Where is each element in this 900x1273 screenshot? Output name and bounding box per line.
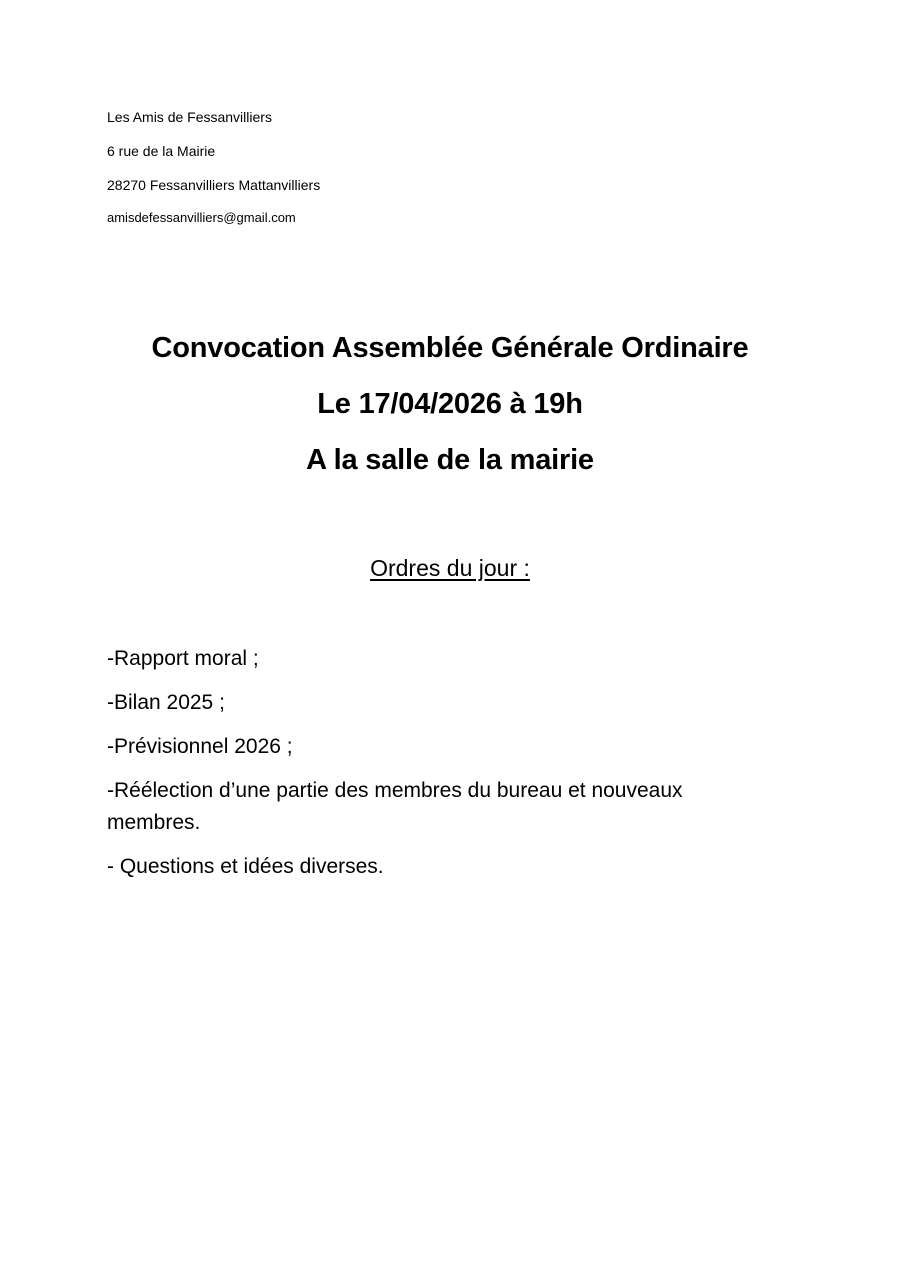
agenda-item: -Réélection d’une partie des membres du bureau et nouveaux membres. [107,779,683,834]
title-block [0,328,900,480]
agenda-item: -Bilan 2025 ; [107,691,225,714]
meeting-location: A la salle de la mairie [306,444,594,476]
agenda-heading [0,552,900,584]
document-title: Convocation Assemblée Générale Ordinaire [151,332,749,364]
sender-city: 28270 Fessanvilliers Mattanvilliers [107,177,321,193]
agenda-heading-text: Ordres du jour : [370,555,530,581]
sender-street: 6 rue de la Mairie [107,143,216,159]
agenda-item: - Questions et idées diverses. [107,855,384,878]
sender-email: amisdefessanvilliers@gmail.com [107,210,296,225]
agenda-item: -Prévisionnel 2026 ; [107,735,293,758]
agenda-item: -Rapport moral ; [107,647,259,670]
meeting-date: Le 17/04/2026 à 19h [317,388,583,420]
agenda-list [107,643,747,895]
sender-name: Les Amis de Fessanvilliers [107,109,272,125]
sender-address-block [107,107,607,228]
